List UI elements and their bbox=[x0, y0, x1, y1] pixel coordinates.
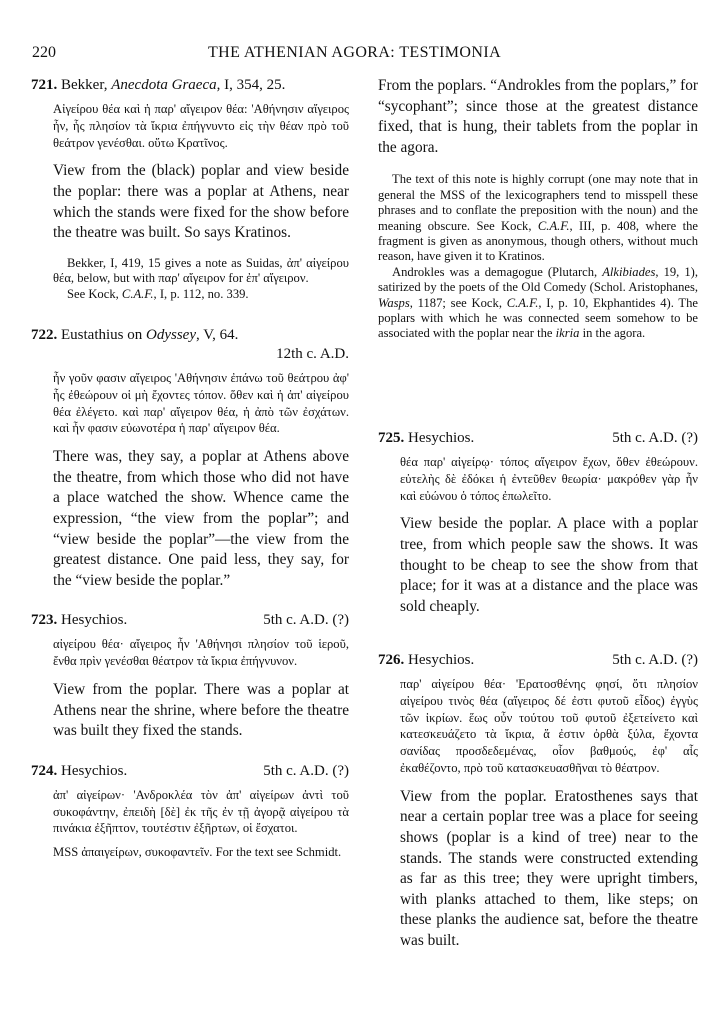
entry-source: Bekker, Anecdota Graeca, I, 354, 25. bbox=[61, 77, 286, 93]
entry-source: Hesychios. bbox=[61, 762, 128, 779]
entry-725 bbox=[378, 429, 698, 617]
entry-date: 5th c. A.D. (?) bbox=[612, 652, 698, 668]
entry-number: 724. bbox=[31, 762, 58, 779]
right-column bbox=[378, 76, 699, 949]
entry-source: Hesychios. bbox=[61, 612, 128, 629]
entry-number: 725. bbox=[378, 430, 405, 446]
entry-heading bbox=[31, 762, 349, 781]
left-column bbox=[31, 76, 349, 861]
entry-heading bbox=[31, 326, 349, 345]
entry-date: 5th c. A.D. (?) bbox=[612, 430, 698, 446]
entry-heading bbox=[378, 429, 698, 448]
entry-heading bbox=[31, 611, 349, 630]
entry-724 bbox=[31, 762, 349, 861]
editorial-note: The text of this note is highly corrupt (one may note that in general the MSS of the lexicographers tend to misspell these phrases and to conflate the preposition with the noun) and the meaning obscure. See Kock, C.A.F., III, p. 408, where the fragment is given as anonymous, though others, without much reason, have given it to Kratinos. Androkles was a demagogue (Plutarch, Alkibiades, 19, 1), satirized by the poets of the Old Comedy (Schol. Aristophanes, Wasps, 1187; see Kock, C.A.F., I, p. 10, Ekphantides 4). The poplars with which he was connected seem somehow to be associated with the poplar near the ikria in the agora. bbox=[378, 172, 699, 341]
translation: View from the poplar. Eratosthenes says that near a certain poplar tree was a place for seeing shows (poplar is a kind of tree) near to the stands. The stands were constructed extending as far as this tree; they were upright timbers, with planks attached to them, like steps; on these planks the audience sat, before the theatre was built. bbox=[400, 787, 698, 949]
entry-date: 5th c. A.D. (?) bbox=[263, 612, 349, 629]
entry-source: Hesychios. bbox=[408, 652, 475, 668]
entry-source: Hesychios. bbox=[408, 430, 475, 446]
entry-heading bbox=[378, 651, 698, 670]
entry-number: 726. bbox=[378, 652, 405, 668]
entry-source: Eustathius on Odyssey, V, 64. bbox=[61, 326, 239, 343]
manuscript-note: MSS ἀπαιγείρων, συκοφαντεῖν. For the text see Schmidt. bbox=[53, 845, 342, 860]
translation-continued: From the poplars. “Androkles from the poplars,” for “sycophant”; since those at the greatest distance fixed, that is hung, their tablets from the poplar in the agora. bbox=[378, 77, 698, 156]
entry-721 bbox=[31, 76, 349, 302]
translation: There was, they say, a poplar at Athens above the theatre, from which those who did not have a place watched the show. Whence came the expression, “the view from the poplar”; and “view beside the poplar”—the view from the greatest distance. One paid less, they say, for the “view beside the poplar.” bbox=[53, 448, 349, 589]
entry-726 bbox=[378, 651, 698, 952]
entry-heading bbox=[31, 76, 349, 95]
greek-text: θέα παρ' αἰγείρῳ· τόπος αἴγειρον ἔχων, ὅθεν ἐθεώρουν. εὐτελὴς δὲ ἐδόκει ἡ ἐντεῦθεν θεωρία· μακρόθεν γὰρ ἦν καὶ εὐώνου ὁ τόπος ἐπωλεῖτο. bbox=[400, 455, 698, 503]
page-header bbox=[0, 44, 725, 66]
greek-text: Αἰγείρου θέα καὶ ἡ παρ' αἴγειρον θέα: 'Αθήνησιν αἴγειρος ἦν, ἧς πλησίον τὰ ἴκρια ἐπήγνυντο εἰς τὴν θέαν πρὸ τοῦ θεάτρον γενέσθαι. οὕτω Κρατῖνος. bbox=[53, 102, 349, 150]
entry-date: 12th c. A.D. bbox=[276, 345, 349, 362]
entry-number: 721. bbox=[31, 77, 58, 93]
page-number: 220 bbox=[32, 44, 56, 61]
greek-text: παρ' αἰγείρου θέα· 'Ερατοσθένης φησί, ὅτι πλησίον αἰγείρου τινὸς θέα (αἴγειρος δέ ἐστι φυτοῦ εἶδος) ἐγγὺς τῶν ἰκρίων. ἕως οὖν τούτου τοῦ φυτοῦ ἐξετείνετο καὶ κατεσκευάζετο τὰ ἴκρια, ἅ ἐστιν ὀρθὰ ξύλα, ἔχοντα σανίδας προσδεδεμένας, οἷον βαθμούς, ἐφ' αἷς ἐκαθέζοντο, πρὸ τοῦ κατασκευασθῆναι τὸ θέατρον. bbox=[400, 677, 698, 775]
greek-text: ἦν γοῦν φασιν αἴγειρος 'Αθήνησιν ἐπάνω τοῦ θεάτρου ἀφ' ἧς ἐθεώρουν οἱ μὴ ἔχοντες τόπον. ὅθεν καὶ ἡ ἀπ' αἰγείρου θέα ἐλέγετο. καὶ παρ' αἴγειρον θέα, ἡ ἀπὸ τῶν ἐσχάτων. καὶ ἦν φασιν εὐωνοτέρα ἡ παρ' αἴγειρον θέα. bbox=[53, 370, 349, 436]
entry-722 bbox=[31, 326, 349, 591]
entry-number: 723. bbox=[31, 612, 58, 629]
translation: View beside the poplar. A place with a poplar tree, from which people saw the shows. It was thought to be cheap to see the show from that place; for it was at a distance and the place was sold cheaply. bbox=[400, 515, 698, 615]
translation: View from the (black) poplar and view beside the poplar: there was a poplar at Athens, near which the stands were fixed for the show before the theatre was built. So says Kratinos. bbox=[53, 162, 349, 242]
translation: View from the poplar. There was a poplar at Athens near the shrine, where before the theatre was built they fixed the stands. bbox=[53, 680, 349, 740]
entry-number: 722. bbox=[31, 326, 58, 343]
running-title: THE ATHENIAN AGORA: TESTIMONIA bbox=[208, 44, 502, 61]
greek-text: ἀπ' αἰγείρων· 'Ανδροκλέα τὸν ἀπ' αἰγείρων ἀντὶ τοῦ συκοφάντην, ἐπειδὴ [δὲ] ἐκ τῆς ἐν τῇ ἀγορᾷ αἰγείρου τὰ πινάκια ἐξῆπτον, τουτέστιν ἐξῆρτων, οἱ ἔσχατοι. bbox=[53, 787, 349, 836]
editorial-note: Bekker, I, 419, 15 gives a note as Suidas, ἀπ' αἰγείρου θέα, below, but with παρ' αἴγειρον for ἐπ' αἴγειρον. See Kock, C.A.F., I, p. 112, no. 339. bbox=[53, 255, 349, 301]
entry-723 bbox=[31, 611, 349, 741]
greek-text: αἰγείρου θέα· αἴγειρος ἦν 'Αθήνησι πλησίον τοῦ ἱεροῦ, ἔνθα πρὶν γενέσθαι θέατρον τὰ ἴκρια ἐπήγνυνον. bbox=[53, 637, 349, 669]
entry-date: 5th c. A.D. (?) bbox=[263, 762, 349, 779]
